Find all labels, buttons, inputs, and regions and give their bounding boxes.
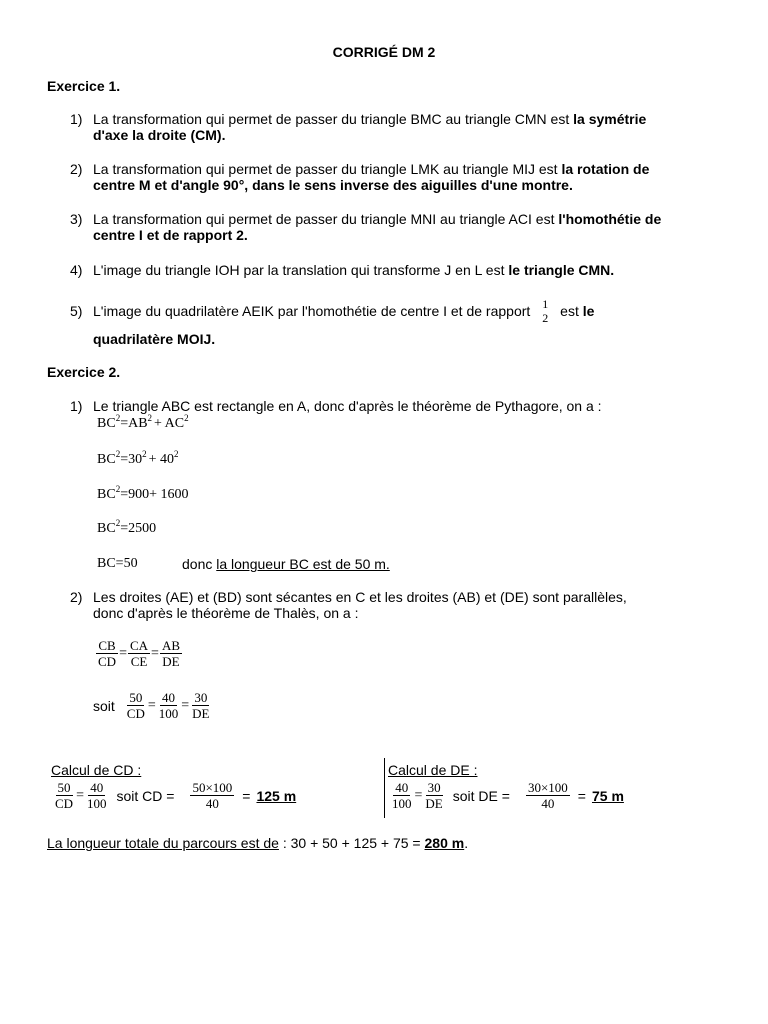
ex1-item-1-number: 1) <box>70 111 83 127</box>
ex2-q1-text: Le triangle ABC est rectangle en A, donc d'après le théorème de Pythagore, on a : <box>93 398 602 414</box>
ex2-q1-number: 1) <box>70 398 83 414</box>
ex1-item-2: La transformation qui permet de passer du triangle LMK au triangle MIJ est la rotation de centre M et d'angle 90°, dans le sens inverse des aiguilles d'une montre. <box>93 161 650 193</box>
column-divider <box>384 758 385 818</box>
exercise-1-heading: Exercice 1. <box>47 78 121 94</box>
cd-result: 125 m <box>256 787 297 804</box>
total-result: 280 m <box>424 835 465 851</box>
ex1-item-1: La transformation qui permet de passer du triangle BMC au triangle CMN est la symétrie d'axe la droite (CM). <box>93 111 647 143</box>
ex1-item-5-conclusion: quadrilatère MOIJ. <box>93 331 216 347</box>
ex1-item-5: L'image du quadrilatère AEIK par l'homothétie de centre I et de rapport 1 2 est le <box>93 297 595 325</box>
ex1-item-5-number: 5) <box>70 303 83 319</box>
ex1-item-3: La transformation qui permet de passer du triangle MNI au triangle ACI est l'homothétie de centre I et de rapport 2. <box>93 211 662 243</box>
ex1-item-4: L'image du triangle IOH par la translation qui transforme J en L est le triangle CMN. <box>93 262 615 278</box>
total-length: La longueur totale du parcours est de : 30 + 50 + 125 + 75 = 280 m. <box>47 835 469 851</box>
calcul-cd-title: Calcul de CD : <box>51 762 142 778</box>
pythagore-equation-1: $BC^2=AB^2 + AC^2$ <box>97 413 189 431</box>
pythagore-equation-5: BC=50 <box>97 556 138 571</box>
ex2-q2-text: Les droites (AE) et (BD) sont sécantes en C et les droites (AB) et (DE) sont parallèles, donc d'après le théorème de Thalès, on a : <box>93 589 627 621</box>
calcul-de: $\frac{40}{100}$ = $\frac{30}{DE}$ soit DE = $\frac{30\times 100}{40}$ = 75 m <box>392 780 624 811</box>
ex1-item-3-number: 3) <box>70 211 83 227</box>
page-title: CORRIGÉ DM 2 <box>332 44 436 60</box>
pythagore-equation-2: $BC^2=30^2 + 40^2$ <box>97 449 179 467</box>
ex1-item-2-number: 2) <box>70 161 83 177</box>
calcul-cd: $\frac{50}{CD}$ = $\frac{40}{100}$ soit CD = $\frac{50\times 100}{40}$ = 125 m <box>55 780 297 811</box>
thales-ratios: $\frac{CB}{CD}$ = $\frac{CA}{CE}$ = $\frac{AB}{DE}$ <box>98 638 180 669</box>
ex2-q2-number: 2) <box>70 589 83 605</box>
exercise-2-heading: Exercice 2. <box>47 364 121 380</box>
fraction-one-half: 1 2 <box>542 297 549 325</box>
de-result: 75 m <box>591 787 624 804</box>
thales-values: soit $\frac{50}{CD}$ = $\frac{40}{100}$ = $\frac{30}{DE}$ <box>93 690 210 721</box>
bc-conclusion: donc la longueur BC est de 50 m. <box>182 556 390 572</box>
pythagore-equation-3: $BC^2=900+ 1600$ <box>97 484 189 502</box>
calcul-de-title: Calcul de DE : <box>388 762 478 778</box>
pythagore-equation-4: $BC^2=2500$ <box>97 518 157 536</box>
ex1-item-4-number: 4) <box>70 262 83 278</box>
